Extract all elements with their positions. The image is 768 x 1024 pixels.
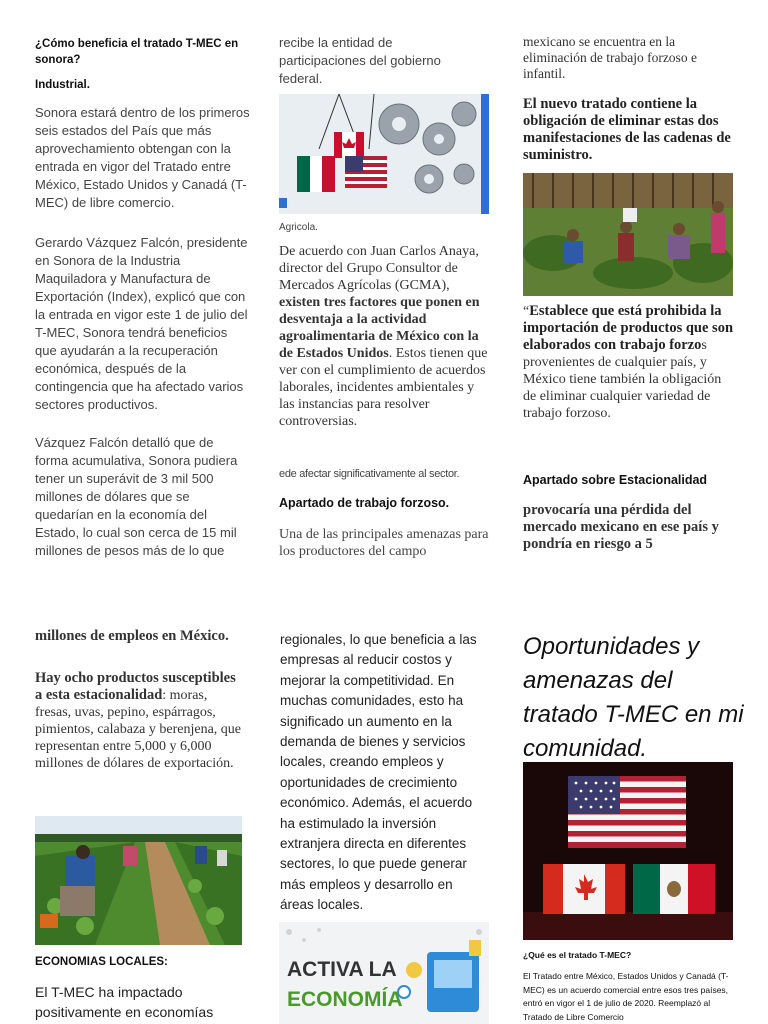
answer-que-es: El Tratado entre México, Estados Unidos y Canadá (T-MEC) es un acuerdo comercial entre esos tres países, entró en vigor el 1 de julio de 2020. Reemplazó al Tratado de Libre Comercio [523, 971, 729, 1022]
paragraph-amenazas: Una de las principales amenazas para los productores del campo [279, 527, 489, 559]
paragraph-ocho-productos [35, 670, 245, 772]
paragraph-vazquez-falcon: Gerardo Vázquez Falcón, presidente en Sonora de la Industria Maquiladora y Manufactura de Exportación (Index), explicó que con la entrada en vigor este 1 de julio del T-MEC, Sonora tendrá beneficios que ayudarán a la recuperación económica, después de la contingencia que ha afectado varios sectores productivos. [35, 235, 248, 412]
activa-economia-poster [279, 922, 489, 1024]
subheading-economias-locales: ECONOMIAS LOCALES: [35, 956, 168, 968]
subheading-trabajo-forzoso: Apartado de trabajo forzoso. [279, 496, 450, 510]
trade-containers-image [279, 94, 489, 214]
paragraph-sonora-estados: Sonora estará dentro de los primeros seis estados del País que más aprovechamiento obtengan con la entrada en vigor del Tratado entre México, Estado Unidos y Canadá (T-MEC) de libre comercio. [35, 105, 250, 210]
gcma-rest: . Estos tienen que ver con el cumplimiento de acuerdos laborales, incidentes ambientales y las instancias para resolver controversias. [279, 346, 488, 429]
field-workers-image-top [523, 173, 733, 296]
paragraph-gcma [279, 243, 489, 430]
brochure-title: Oportunidades y amenazas del tratado T-MEC en mi comunidad. [523, 633, 744, 762]
paragraph-impactado: El T-MEC ha impactado positivamente en economías [35, 984, 214, 1020]
gcma-plain: De acuerdo con Juan Carlos Anaya, director del Grupo Consultor de Mercados Agrícolas (GCMA), [279, 244, 479, 293]
image-caption-agricola: Agricola. [279, 222, 318, 233]
paragraph-millones-empleos: millones de empleos en México. [35, 628, 229, 644]
paragraph-nuevo-tratado: El nuevo tratado contiene la obligación de eliminar estas dos manifestaciones de las cadenas de suministro. [523, 96, 731, 163]
strawberry-field-image [35, 816, 242, 945]
gcma-bold: existen tres factores que ponen en desventaja a la actividad agroalimentaria de México con la de Estados Unidos [279, 295, 480, 361]
paragraph-regionales: regionales, lo que beneficia a las empresas al reducir costos y mejorar la competitividad. En muchas comunidades, esto ha significado un aumento en la demanda de bienes y servicios locales, creando empleos y oportunidades de crecimiento económico. Además, el acuerdo ha estimulado la inversión extranjera directa en diferentes sectores, lo que puede generar más empleos y desarrollo en áreas locales. [280, 632, 477, 913]
ocho-bold: Hay ocho productos susceptibles a esta estacionalidad [35, 670, 236, 703]
prohibida-rest: s provenientes de cualquier país, y México tiene también la obligación de eliminar cualquier variedad de trabajo forzoso. [523, 338, 722, 421]
cropped-line-sector: ede afectar significativamente al sector. [279, 468, 460, 480]
three-flags-image [523, 762, 733, 940]
subheading-estacionalidad: Apartado sobre Estacionalidad [523, 473, 708, 487]
poster-line-activa: ACTIVA LA [287, 958, 397, 981]
prohibida-bold: Establece que está prohibida la importación de productos que son elaborados con trabajo forzo [523, 303, 734, 353]
paragraph-perdida-mercado: provocaría una pérdida del mercado mexicano en ese país y pondría en riesgo a 5 [523, 502, 719, 552]
paragraph-infantil: mexicano se encuentra en la eliminación de trabajo forzoso e infantil. [523, 34, 697, 81]
subheading-industrial: Industrial. [35, 79, 90, 91]
poster-line-economia: ECONOMÍA [287, 988, 403, 1011]
paragraph-superavit: Vázquez Falcón detalló que de forma acumulativa, Sonora pudiera tener un superávit de 3 mil 500 millones de dólares que se quedarían en la economía del Estado, lo cual son cerca de 15 mil millones de pesos más de lo que [35, 435, 238, 558]
heading-sonora: ¿Cómo beneficia el tratado T-MEC en sonora? [35, 38, 239, 66]
quote-mark: “ [523, 304, 530, 319]
ocho-rest: : moras, fresas, uvas, pepino, espárragos, pimientos, calabaza y berenjena, que representan entre 5,000 y 6,000 millones de dólares de exportación. [35, 688, 242, 771]
question-que-es: ¿Qué es el tratado T-MEC? [523, 950, 632, 960]
paragraph-prohibida [523, 303, 735, 422]
paragraph-participaciones: recibe la entidad de participaciones del gobierno federal. [279, 35, 441, 86]
